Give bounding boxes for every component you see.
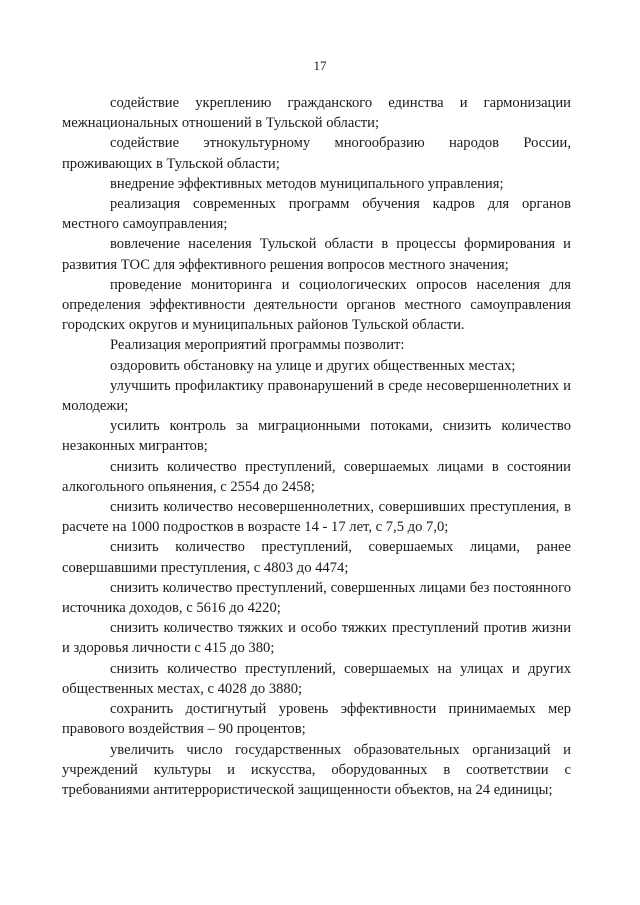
paragraph: снизить количество преступлений, совершенных лицами без постоянного источника доходов, с 5616 до 4220; — [62, 579, 571, 617]
paragraph: снизить количество преступлений, совершаемых лицами в состоянии алкогольного опьянения, с 2554 до 2458; — [62, 458, 571, 495]
paragraph: внедрение эффективных методов муниципального управления; — [110, 175, 504, 192]
paragraph: проведение мониторинга и социологических опросов населения для определения эффективности деятельности органов местного самоуправления городских округов и муниципальных районов Тульской области. — [62, 276, 571, 334]
paragraph: увеличить число государственных образовательных организаций и учреждений культуры и искусства, оборудованных в соответствии с требованиями антитеррористической защищенности объектов, на 24 единицы; — [62, 741, 571, 798]
paragraph: содействие укреплению гражданского единства и гармонизации межнациональных отношений в Тульской области; — [62, 95, 571, 132]
paragraph: усилить контроль за миграционными потоками, снизить количество незаконных мигрантов; — [62, 418, 571, 455]
paragraph: улучшить профилактику правонарушений в среде несовершеннолетних и молодежи; — [62, 377, 571, 415]
paragraph: снизить количество преступлений, совершаемых лицами, ранее совершавшими преступления, с 4803 до 4474; — [62, 539, 571, 576]
paragraph: сохранить достигнутый уровень эффективности принимаемых мер правового воздействия – 90 процентов; — [62, 701, 571, 738]
page-number: 17 — [313, 58, 327, 73]
paragraph: снизить количество тяжких и особо тяжких преступлений против жизни и здоровья личности с 415 до 380; — [62, 620, 571, 657]
paragraph: снизить количество преступлений, совершаемых на улицах и других общественных местах, с 4028 до 3880; — [62, 660, 571, 697]
paragraph: вовлечение населения Тульской области в процессы формирования и развития ТОС для эффективного решения вопросов местного значения; — [62, 236, 571, 273]
paragraph: реализация современных программ обучения кадров для органов местного самоуправления; — [62, 196, 571, 233]
paragraph: содействие этнокультурному многообразию народов России, проживающих в Тульской области; — [62, 135, 571, 172]
paragraph: снизить количество несовершеннолетних, совершивших преступления, в расчете на 1000 подростков в возрасте 14 - 17 лет, с 7,5 до 7,0; — [62, 499, 571, 536]
body-text — [62, 93, 571, 800]
paragraph: Реализация мероприятий программы позволит: — [110, 337, 405, 354]
paragraph: оздоровить обстановку на улице и других общественных местах; — [110, 357, 516, 374]
